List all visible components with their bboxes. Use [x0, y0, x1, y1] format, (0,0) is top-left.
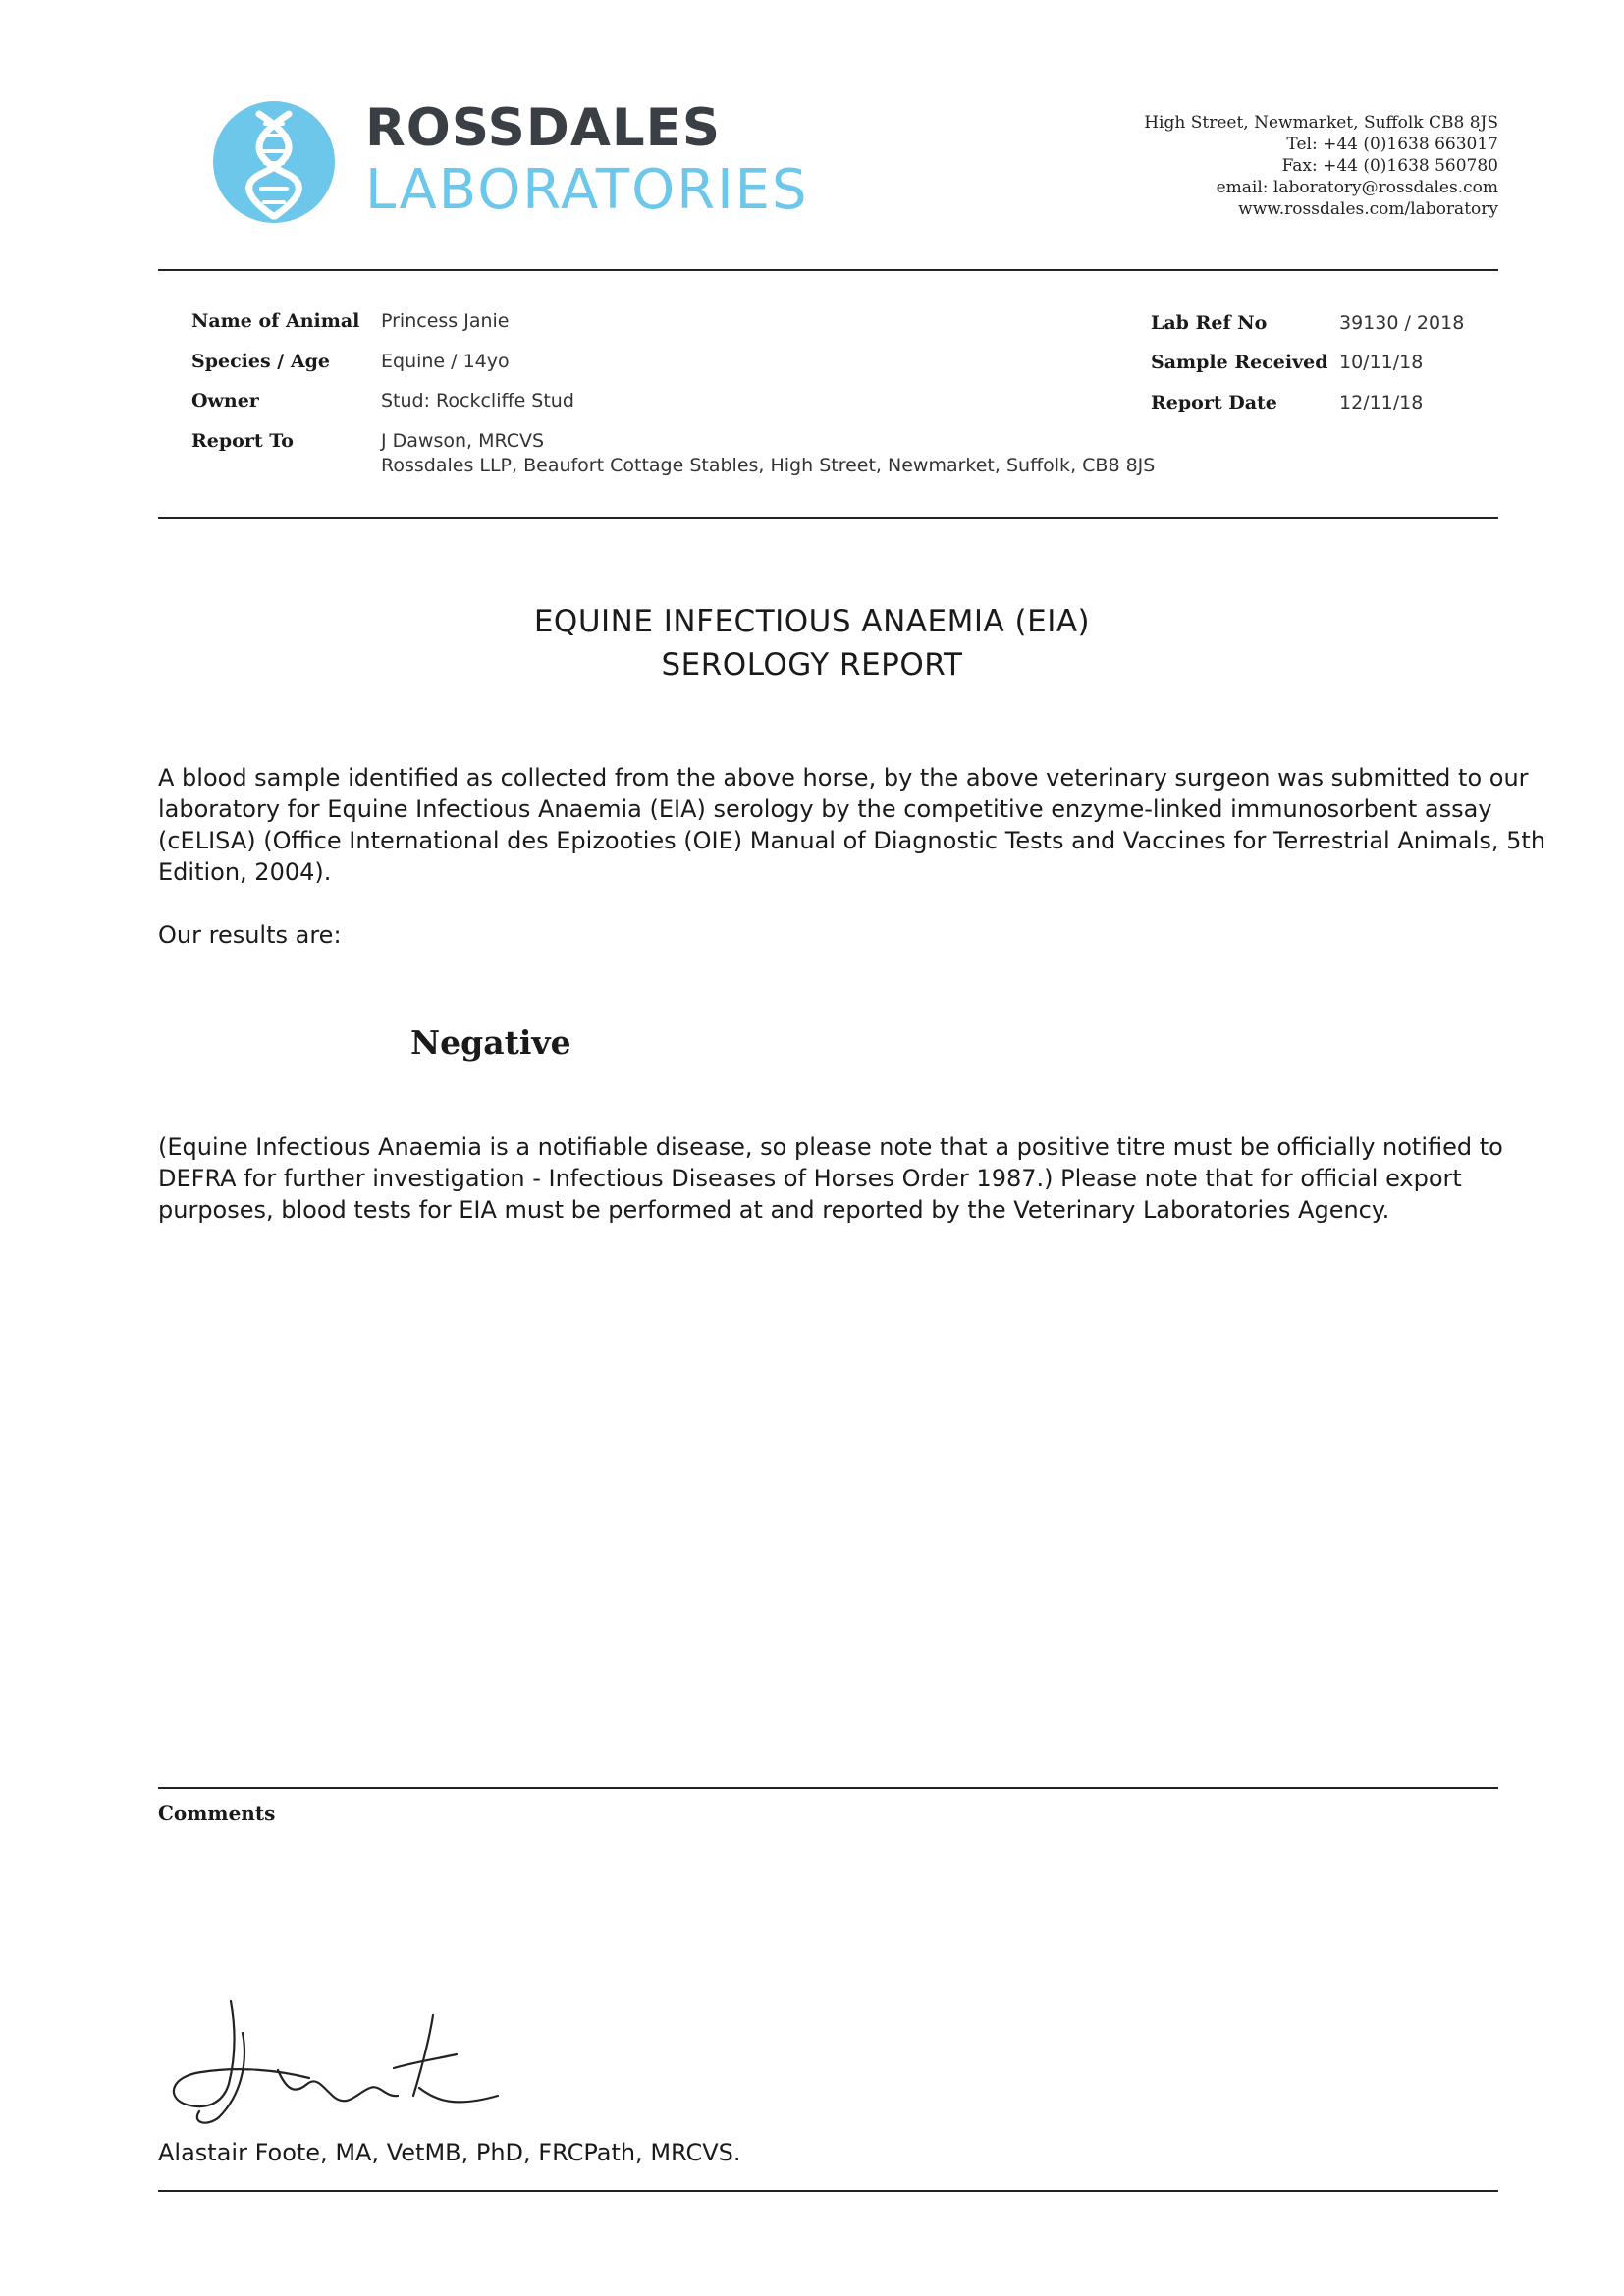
contact-tel: Tel: +44 (0)1638 663017	[1286, 135, 1498, 154]
handwritten-signature	[162, 1994, 515, 2131]
owner-label: Owner	[191, 390, 259, 411]
header-divider	[158, 269, 1498, 271]
intro-paragraph	[158, 762, 1546, 888]
details-divider	[158, 517, 1498, 519]
comments-label: Comments	[158, 1801, 276, 1825]
report-title: EQUINE INFECTIOUS ANAEMIA (EIA)	[533, 604, 1091, 639]
notifiable-note	[158, 1131, 1533, 1226]
footer-divider	[158, 2190, 1498, 2192]
contact-block	[1144, 112, 1498, 220]
intro-line: A blood sample identified as collected from the above horse, by the above veterinary surgeon was submitted to our	[158, 764, 1529, 792]
contact-web: www.rossdales.com/laboratory	[1238, 199, 1498, 219]
test-result: Negative	[410, 1023, 571, 1062]
note-line: (Equine Infectious Anaemia is a notifiable disease, so please note that a positive titre must be officially notified to	[158, 1133, 1503, 1161]
report-to-label: Report To	[191, 430, 294, 452]
signatory-name: Alastair Foote, MA, VetMB, PhD, FRCPath, MRCVS.	[158, 2139, 741, 2166]
report-to-address: Rossdales LLP, Beaufort Cottage Stables, High Street, Newmarket, Suffolk, CB8 8JS	[381, 455, 1156, 476]
sample-received-label: Sample Received	[1151, 352, 1328, 373]
contact-fax: Fax: +44 (0)1638 560780	[1281, 156, 1498, 176]
intro-line: Edition, 2004).	[158, 858, 332, 886]
species-age-label: Species / Age	[191, 351, 330, 372]
note-line: purposes, blood tests for EIA must be performed at and reported by the Veterinary Laboratories Agency.	[158, 1196, 1390, 1224]
note-line: DEFRA for further investigation - Infectious Diseases of Horses Order 1987.) Please note that for official export	[158, 1165, 1462, 1192]
animal-name-value: Princess Janie	[381, 310, 510, 332]
contact-address: High Street, Newmarket, Suffolk CB8 8JS	[1144, 113, 1498, 133]
report-subtitle: SEROLOGY REPORT	[661, 647, 963, 683]
lab-ref-value: 39130 / 2018	[1339, 312, 1465, 334]
intro-line: laboratory for Equine Infectious Anaemia (EIA) serology by the competitive enzyme-linked immunosorbent assay	[158, 795, 1492, 823]
brand-subtitle: LABORATORIES	[365, 158, 809, 222]
species-age-value: Equine / 14yo	[381, 351, 510, 372]
intro-line: (cELISA) (Office International des Epizooties (OIE) Manual of Diagnostic Tests and Vaccines for Terrestrial Animals, 5th	[158, 827, 1546, 854]
lab-ref-label: Lab Ref No	[1151, 312, 1268, 334]
sample-received-value: 10/11/18	[1339, 352, 1424, 373]
report-date-value: 12/11/18	[1339, 392, 1424, 413]
animal-name-label: Name of Animal	[191, 310, 360, 332]
report-date-label: Report Date	[1151, 392, 1277, 413]
owner-value: Stud: Rockcliffe Stud	[381, 390, 574, 411]
comments-divider	[158, 1787, 1498, 1789]
report-to-name: J Dawson, MRCVS	[381, 430, 545, 452]
dna-helix-icon	[212, 100, 336, 224]
contact-email: email: laboratory@rossdales.com	[1216, 178, 1498, 197]
results-intro: Our results are:	[158, 921, 342, 949]
brand-name: ROSSDALES	[365, 98, 721, 158]
